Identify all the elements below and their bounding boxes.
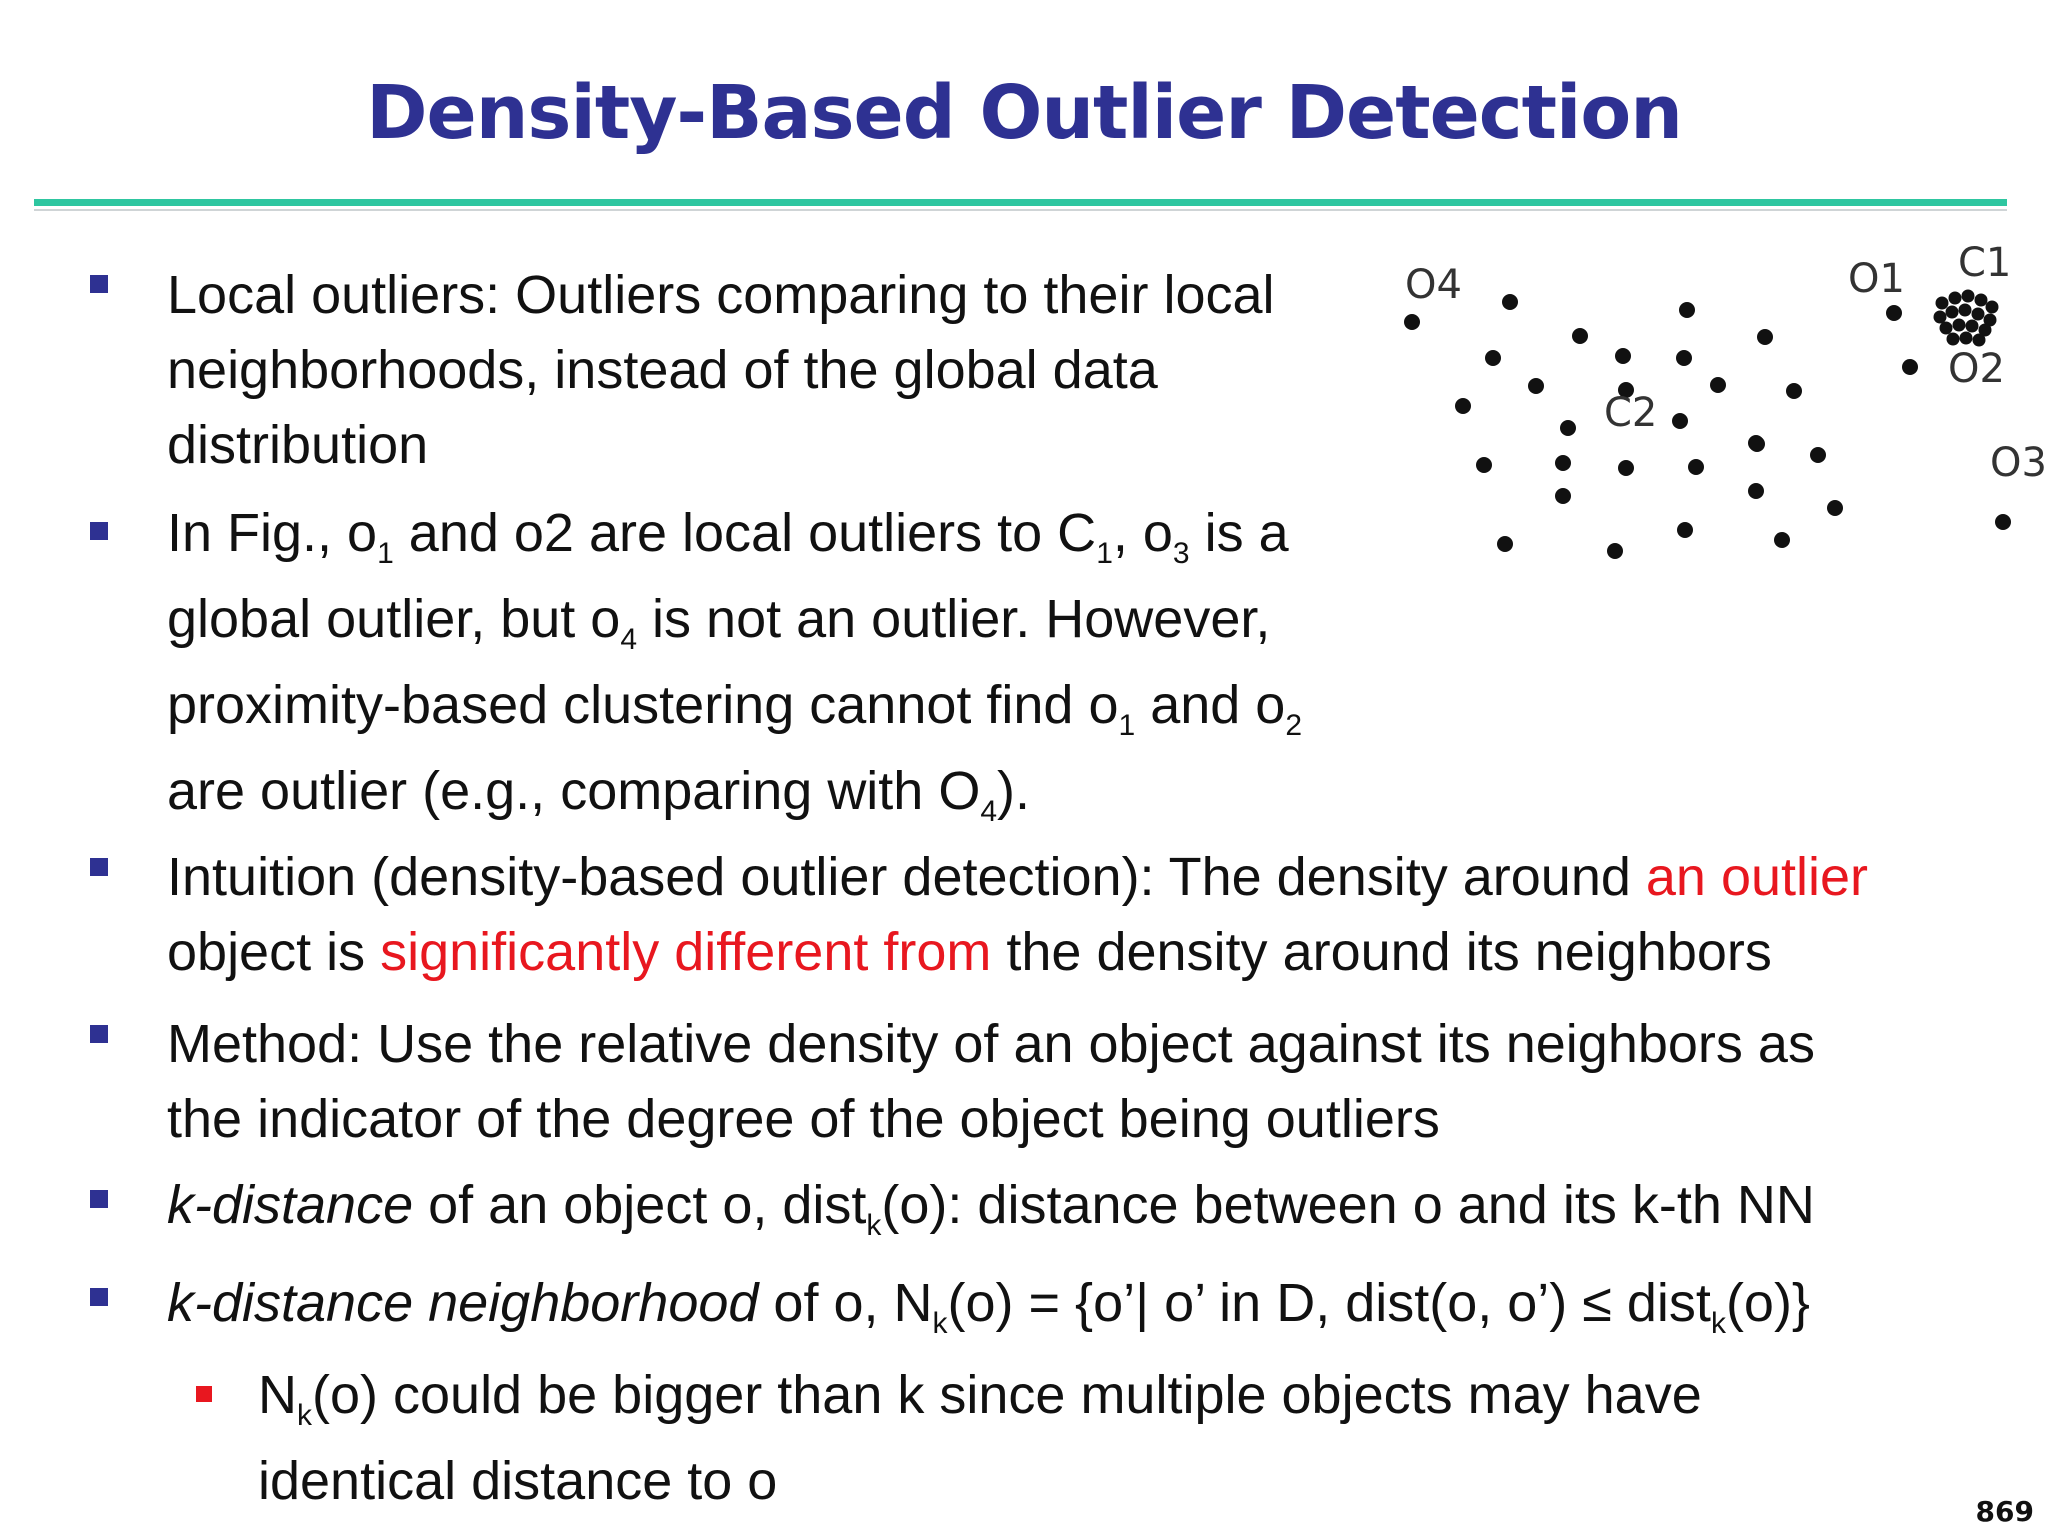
c1-cluster-point bbox=[1972, 308, 1985, 321]
outlier-scatter-figure bbox=[1380, 240, 2048, 580]
c2-cluster-point bbox=[1555, 488, 1571, 504]
bullet-k-distance bbox=[167, 1168, 1815, 1243]
label-o4: O4 bbox=[1405, 262, 1462, 308]
bullet-local-outliers bbox=[167, 258, 1275, 483]
text-line: Local outliers: Outliers comparing to their local bbox=[167, 265, 1275, 325]
c2-cluster-point bbox=[1572, 328, 1588, 344]
bullet-k-distance-neighborhood bbox=[167, 1266, 1810, 1341]
text-line: proximity-based clustering cannot find $o_1$ and $o_2$ bbox=[167, 675, 1303, 742]
text-line: neighborhoods, instead of the global data bbox=[167, 340, 1158, 400]
c1-cluster-point bbox=[1960, 332, 1973, 345]
c2-cluster-point bbox=[1748, 483, 1764, 499]
c2-cluster-point bbox=[1672, 413, 1688, 429]
o2-point bbox=[1902, 359, 1918, 375]
c1-cluster-point bbox=[1973, 334, 1986, 347]
c1-cluster-point bbox=[1934, 311, 1947, 324]
c2-cluster-point bbox=[1749, 436, 1765, 452]
c2-cluster-point bbox=[1485, 350, 1501, 366]
c2-cluster-point bbox=[1688, 459, 1704, 475]
text-line: $N_k(o)$ could be bigger than k since multiple objects may have bbox=[258, 1365, 1702, 1432]
label-c1: C1 bbox=[1958, 240, 2012, 286]
sub-bullet-marker bbox=[196, 1386, 212, 1402]
text-line: distribution bbox=[167, 415, 429, 475]
text-line: global outlier, but $o_4$ is not an outlier. However, bbox=[167, 589, 1271, 656]
highlight-text: an outlier bbox=[1645, 847, 1869, 907]
text-line: In Fig., $o_1$ and o2 are local outliers to $C_1$, $o_3$ is a bbox=[167, 503, 1289, 570]
c1-cluster-point bbox=[1986, 301, 1999, 314]
text-line: Method: Use the relative density of an object against its neighbors as bbox=[167, 1014, 1815, 1074]
o1-point bbox=[1886, 305, 1902, 321]
bullet-marker bbox=[90, 858, 108, 876]
c1-cluster-point bbox=[1936, 297, 1949, 310]
bullet-marker bbox=[90, 1190, 108, 1208]
c2-cluster-point bbox=[1810, 447, 1826, 463]
c2-cluster-point bbox=[1555, 455, 1571, 471]
c2-cluster-point bbox=[1679, 302, 1695, 318]
c1-cluster-point bbox=[1962, 290, 1975, 303]
bullet-marker bbox=[90, 275, 108, 293]
c2-cluster-point bbox=[1786, 383, 1802, 399]
c2-cluster-point bbox=[1560, 420, 1576, 436]
c2-cluster-point bbox=[1757, 329, 1773, 345]
bullet-method bbox=[167, 1007, 1815, 1157]
c1-cluster-point bbox=[1947, 333, 1960, 346]
c2-cluster-point bbox=[1618, 460, 1634, 476]
label-o1: O1 bbox=[1848, 256, 1905, 302]
c1-cluster-point bbox=[1946, 306, 1959, 319]
c2-cluster-point bbox=[1607, 543, 1623, 559]
c1-cluster-point bbox=[1953, 319, 1966, 332]
bullet-marker bbox=[90, 1025, 108, 1043]
text-line: are outlier (e.g., comparing with $O_4$). bbox=[167, 761, 1031, 828]
page-number: 869 bbox=[1975, 1495, 2034, 1528]
label-o2: O2 bbox=[1948, 346, 2005, 392]
bullet-figure-explanation bbox=[167, 490, 1302, 834]
text-line: k-distance neighborhood of o, $N_k(o)$ = {o’| o’ in D, dist(o, o’) ≤ dist$_k$(o)} bbox=[167, 1273, 1810, 1340]
c2-cluster-point bbox=[1676, 350, 1692, 366]
c1-cluster-point bbox=[1949, 292, 1962, 305]
label-c2: C2 bbox=[1604, 390, 1658, 436]
highlight-text: significantly different from bbox=[380, 922, 992, 982]
text-line: object is significantly different from the density around its neighbors bbox=[167, 922, 1772, 982]
scatter-points bbox=[1404, 290, 2011, 560]
c1-cluster-point bbox=[1959, 304, 1972, 317]
c2-cluster-point bbox=[1710, 377, 1726, 393]
c2-cluster-point bbox=[1827, 500, 1843, 516]
text-line: identical distance to o bbox=[258, 1451, 778, 1511]
bullet-marker bbox=[90, 1288, 108, 1306]
c1-cluster-point bbox=[1975, 294, 1988, 307]
c2-cluster-point bbox=[1677, 522, 1693, 538]
title-divider bbox=[34, 199, 2007, 206]
c2-cluster-point bbox=[1476, 457, 1492, 473]
c2-cluster-point bbox=[1528, 378, 1544, 394]
c2-cluster-point bbox=[1774, 532, 1790, 548]
c1-cluster-point bbox=[1966, 320, 1979, 333]
c2-cluster-point bbox=[1615, 348, 1631, 364]
o3-point bbox=[1995, 514, 2011, 530]
c2-cluster-point bbox=[1497, 536, 1513, 552]
bullet-intuition bbox=[167, 840, 1868, 990]
bullet-marker bbox=[90, 522, 108, 540]
c2-cluster-point bbox=[1455, 398, 1471, 414]
slide-title: Density-Based Outlier Detection bbox=[366, 70, 1682, 156]
sub-bullet-neighborhood-size bbox=[258, 1352, 1702, 1524]
c2-cluster-point bbox=[1502, 294, 1518, 310]
text-line: k-distance of an object o, dist$_k$(o): distance between o and its k-th NN bbox=[167, 1175, 1815, 1242]
o4-point bbox=[1404, 314, 1420, 330]
c1-cluster-point bbox=[1940, 322, 1953, 335]
text-line: the indicator of the degree of the object being outliers bbox=[167, 1089, 1440, 1149]
title-divider-shadow bbox=[34, 209, 2007, 211]
text-line: Intuition (density-based outlier detection): The density around an outlier bbox=[167, 847, 1869, 907]
label-o3: O3 bbox=[1990, 440, 2047, 486]
